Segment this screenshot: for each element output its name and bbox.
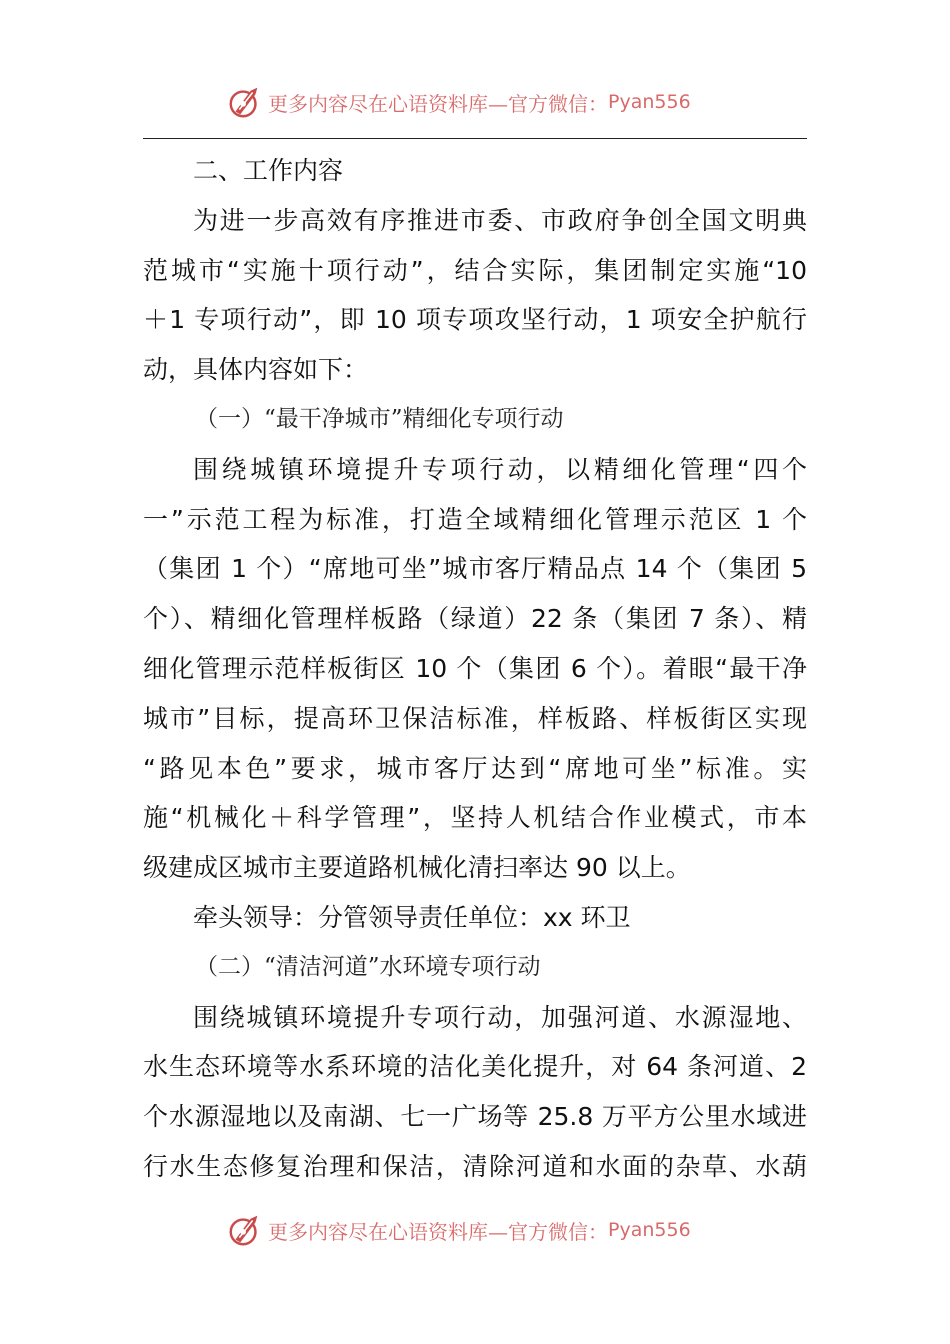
paragraph-line: “路见本色”要求，城市客厅达到“席地可坐”标准。实 xyxy=(143,753,807,783)
section-heading: 二、工作内容 xyxy=(193,156,344,185)
paragraph-line: 级建成区城市主要道路机械化清扫率达 90 以上。 xyxy=(143,853,691,883)
watermark-text: 更多内容尽在心语资料库—官方微信： xyxy=(268,91,608,116)
watermark-handle: Pyan556 xyxy=(608,1219,691,1241)
document-body xyxy=(143,146,807,1192)
pen-nib-icon xyxy=(226,83,264,121)
responsibility-line: 牵头领导：分管领导责任单位：xx 环卫 xyxy=(193,902,631,932)
paragraph-line: 为进一步高效有序推进市委、市政府争创全国文明典 xyxy=(193,205,807,235)
paragraph-line: （集团 1 个）“席地可坐”城市客厅精品点 14 个（集团 5 xyxy=(143,554,807,584)
paragraph-line: 围绕城镇环境提升专项行动，以精细化管理“四个 xyxy=(193,454,807,484)
paragraph-line: 动，具体内容如下： xyxy=(143,355,369,385)
paragraph-line: 个水源湿地以及南湖、七一广场等 25.8 万平方公里水域进 xyxy=(143,1102,807,1132)
header-watermark xyxy=(226,82,746,122)
paragraph-line: 施“机械化＋科学管理”，坚持人机结合作业模式，市本 xyxy=(143,803,807,833)
subsection-heading: （二）“清洁河道”水环境专项行动 xyxy=(195,953,541,980)
header-rule xyxy=(143,138,807,139)
paragraph-line: 城市”目标，提高环卫保洁标准，样板路、样板街区实现 xyxy=(143,703,807,733)
pen-nib-icon xyxy=(226,1211,264,1249)
subsection-heading: （一）“最干净城市”精细化专项行动 xyxy=(195,405,564,432)
footer-watermark xyxy=(226,1210,746,1250)
paragraph-line: 一”示范工程为标准，打造全域精细化管理示范区 1 个 xyxy=(143,504,807,534)
paragraph-line: ＋1 专项行动”，即 10 项专项攻坚行动，1 项安全护航行 xyxy=(143,305,807,335)
paragraph-line: 水生态环境等水系环境的洁化美化提升，对 64 条河道、2 xyxy=(143,1052,807,1082)
paragraph-line: 个）、精细化管理样板路（绿道）22 条（集团 7 条）、精 xyxy=(143,604,807,634)
paragraph-line: 范城市“实施十项行动”，结合实际，集团制定实施“10 xyxy=(143,255,807,285)
paragraph-line: 围绕城镇环境提升专项行动，加强河道、水源湿地、 xyxy=(193,1002,807,1032)
watermark-handle: Pyan556 xyxy=(608,91,691,113)
watermark-text: 更多内容尽在心语资料库—官方微信： xyxy=(268,1219,608,1244)
paragraph-line: 行水生态修复治理和保洁，清除河道和水面的杂草、水葫 xyxy=(143,1151,807,1181)
paragraph-line: 细化管理示范样板街区 10 个（集团 6 个）。着眼“最干净 xyxy=(143,653,807,683)
